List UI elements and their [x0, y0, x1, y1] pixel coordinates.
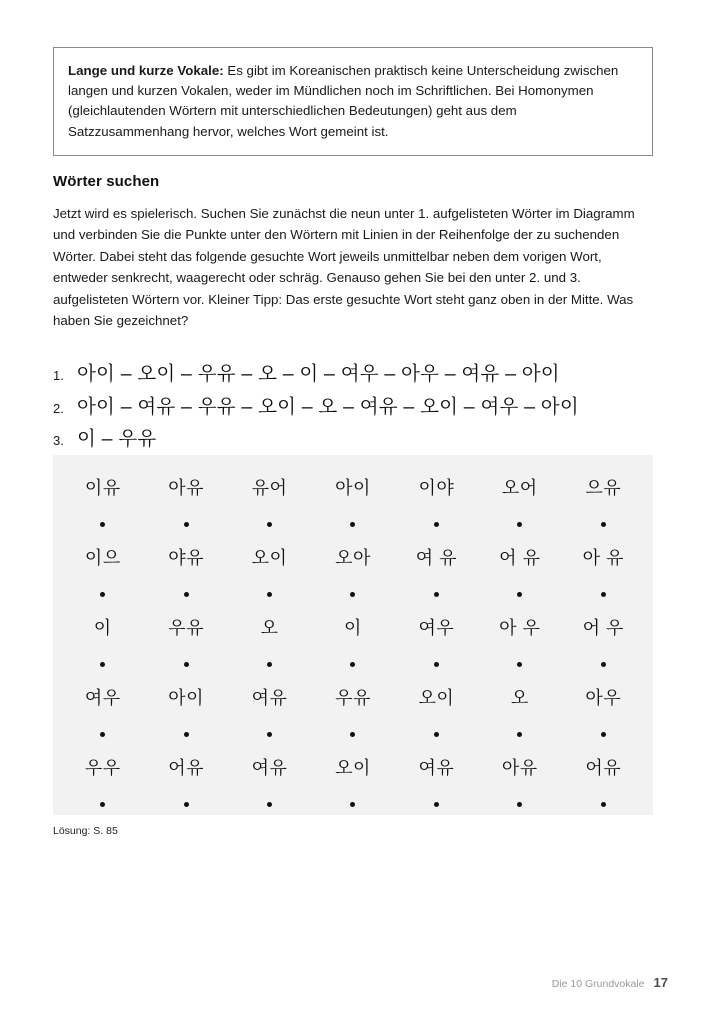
puzzle-dot-cell — [144, 507, 227, 539]
puzzle-cell: 여 유 — [415, 548, 458, 568]
puzzle-dot-cell — [311, 647, 394, 679]
table-row-dots — [61, 577, 645, 609]
puzzle-dot-cell — [144, 717, 227, 749]
dot-icon — [601, 592, 606, 597]
puzzle-dot-cell — [562, 717, 645, 749]
puzzle-cell: 이유 — [84, 478, 121, 498]
puzzle-dot-cell — [228, 717, 311, 749]
puzzle-dot-cell — [562, 787, 645, 819]
word-lists — [53, 360, 653, 458]
dot-icon — [184, 592, 189, 597]
dot-icon — [100, 662, 105, 667]
dot-icon — [434, 592, 439, 597]
table-row-dots — [61, 507, 645, 539]
dot-icon — [517, 732, 522, 737]
puzzle-cell: 아유 — [501, 758, 538, 778]
dot-icon — [267, 662, 272, 667]
puzzle-cell: 아 유 — [582, 548, 624, 568]
puzzle-dot-cell — [311, 717, 394, 749]
puzzle-dot-cell — [562, 647, 645, 679]
puzzle-dot-cell — [61, 717, 144, 749]
puzzle-cell: 야유 — [168, 548, 205, 568]
puzzle-dot-cell — [228, 507, 311, 539]
table-row — [61, 749, 645, 787]
info-box-paragraph — [68, 61, 636, 142]
puzzle-cell: 유어 — [251, 478, 288, 498]
table-row-dots — [61, 647, 645, 679]
puzzle-cell: 오아 — [335, 548, 371, 568]
puzzle-cell: 아이 — [168, 688, 205, 708]
list-item-words: 아이 – 오이 – 우유 – 오 – 이 – 여우 – 아우 – 여유 – 아이 — [77, 363, 560, 385]
list-item-words: 이 – 우유 — [77, 428, 157, 451]
section-intro: Jetzt wird es spielerisch. Suchen Sie zunächst die neun unter 1. aufgelisteten Wörter im Diagramm und verbinden Sie die Punkte unter den Wörtern mit Linien in der Reihenfolge der zu suchenden Wörter. Dabei steht das folgende gesuchte Wort jeweils unmittelbar neben dem vorigen Wort, entweder senkrecht, waagerecht oder schräg. Genauso gehen Sie bei den unter 2. und 3. aufgelisteten Wörtern vor. Kleiner Tipp: Das erste gesuchte Wort steht ganz oben in der Mitte. Was haben Sie gezeichnet? — [53, 206, 635, 329]
footer-page-number: 17 — [653, 975, 668, 990]
list-item-number: 2. — [53, 400, 64, 416]
dot-icon — [434, 662, 439, 667]
dot-icon — [267, 802, 272, 807]
puzzle-cell: 어유 — [168, 758, 205, 778]
puzzle-dot-cell — [311, 507, 394, 539]
puzzle-cell: 아이 — [335, 478, 371, 498]
info-box — [53, 47, 653, 156]
puzzle-cell: 이 — [93, 618, 112, 638]
footer-chapter-title: Die 10 Grundvokale — [551, 978, 645, 990]
puzzle-dot-cell — [395, 787, 478, 819]
puzzle-cell: 오 — [260, 618, 279, 638]
table-row-dots — [61, 717, 645, 749]
dot-icon — [601, 662, 606, 667]
dot-icon — [100, 732, 105, 737]
puzzle-dot-cell — [61, 647, 144, 679]
puzzle-dot-cell — [395, 717, 478, 749]
puzzle-cell: 어 우 — [582, 618, 624, 638]
puzzle-grid — [61, 469, 645, 819]
puzzle-cell: 아우 — [585, 688, 622, 708]
list-item — [53, 360, 653, 390]
dot-icon — [517, 662, 522, 667]
list-item — [53, 425, 653, 455]
puzzle-cell: 우유 — [168, 618, 205, 638]
puzzle-dot-cell — [311, 787, 394, 819]
puzzle-cell: 어유 — [585, 758, 622, 778]
puzzle-dot-cell — [61, 787, 144, 819]
dot-icon — [267, 732, 272, 737]
dot-icon — [350, 802, 355, 807]
table-row — [61, 539, 645, 577]
puzzle-cell: 아유 — [168, 478, 205, 498]
puzzle-cell: 여우 — [84, 688, 121, 708]
puzzle-cell: 우우 — [84, 758, 121, 778]
puzzle-cell: 으유 — [585, 478, 622, 498]
page-footer — [552, 975, 668, 990]
solution-note: Lösung: S. 85 — [53, 825, 118, 837]
puzzle-cell: 어 유 — [499, 548, 541, 568]
puzzle-dot-cell — [61, 577, 144, 609]
table-row — [61, 609, 645, 647]
list-item-words: 아이 – 여유 – 우유 – 오이 – 오 – 여유 – 오이 – 여우 – 아이 — [77, 395, 579, 418]
puzzle-dot-cell — [562, 507, 645, 539]
dot-icon — [184, 732, 189, 737]
list-item-number: 3. — [53, 433, 64, 449]
puzzle-cell: 오어 — [501, 478, 538, 498]
puzzle-dot-cell — [144, 787, 227, 819]
puzzle-dot-cell — [478, 787, 561, 819]
section-heading: Wörter suchen — [53, 173, 160, 190]
puzzle-dot-cell — [228, 787, 311, 819]
puzzle-dot-cell — [311, 577, 394, 609]
dot-icon — [601, 732, 606, 737]
puzzle-dot-cell — [144, 577, 227, 609]
puzzle-cell: 우유 — [335, 688, 371, 708]
dot-icon — [517, 592, 522, 597]
dot-icon — [350, 592, 355, 597]
dot-icon — [350, 662, 355, 667]
dot-icon — [267, 592, 272, 597]
info-box-lead: Lange und kurze Vokale: — [68, 63, 224, 78]
puzzle-cell: 이으 — [84, 548, 121, 568]
puzzle-cell: 아 우 — [499, 618, 541, 638]
dot-icon — [601, 802, 606, 807]
list-item — [53, 393, 653, 423]
puzzle-dot-cell — [395, 507, 478, 539]
dot-icon — [100, 592, 105, 597]
puzzle-cell: 오이 — [251, 548, 288, 568]
dot-icon — [100, 802, 105, 807]
puzzle-cell: 이야 — [418, 478, 455, 498]
puzzle-dot-cell — [61, 507, 144, 539]
word-search-puzzle — [53, 455, 653, 815]
table-row-dots — [61, 787, 645, 819]
table-row — [61, 469, 645, 507]
info-box-text: Es gibt im Koreanischen praktisch keine Unterscheidung zwischen langen und kurzen Vokalen, weder im Mündlichen noch im Schriftlichen. Bei Homonymen (gleichlautenden Wörtern mit unterschiedlichen Bedeutungen) geht aus dem Satzzusammenhang hervor, welches Wort gemeint ist. — [68, 63, 619, 139]
puzzle-dot-cell — [228, 577, 311, 609]
dot-icon — [517, 802, 522, 807]
puzzle-dot-cell — [144, 647, 227, 679]
puzzle-cell: 여우 — [418, 618, 455, 638]
dot-icon — [601, 522, 606, 527]
puzzle-cell: 여유 — [251, 688, 288, 708]
dot-icon — [184, 662, 189, 667]
table-row — [61, 679, 645, 717]
puzzle-cell: 오 — [510, 688, 529, 708]
puzzle-cell: 오이 — [335, 758, 371, 778]
dot-icon — [434, 522, 439, 527]
puzzle-dot-cell — [228, 647, 311, 679]
puzzle-dot-cell — [478, 717, 561, 749]
puzzle-dot-cell — [562, 577, 645, 609]
puzzle-cell: 여유 — [418, 758, 455, 778]
dot-icon — [434, 732, 439, 737]
dot-icon — [184, 522, 189, 527]
dot-icon — [350, 522, 355, 527]
puzzle-cell: 오이 — [418, 688, 455, 708]
dot-icon — [100, 522, 105, 527]
puzzle-dot-cell — [478, 647, 561, 679]
puzzle-dot-cell — [478, 577, 561, 609]
dot-icon — [517, 522, 522, 527]
puzzle-dot-cell — [395, 577, 478, 609]
dot-icon — [350, 732, 355, 737]
list-item-number: 1. — [53, 368, 64, 383]
puzzle-cell: 여유 — [251, 758, 288, 778]
dot-icon — [434, 802, 439, 807]
puzzle-dot-cell — [395, 647, 478, 679]
puzzle-dot-cell — [478, 507, 561, 539]
puzzle-cell: 이 — [344, 618, 362, 638]
dot-icon — [267, 522, 272, 527]
dot-icon — [184, 802, 189, 807]
